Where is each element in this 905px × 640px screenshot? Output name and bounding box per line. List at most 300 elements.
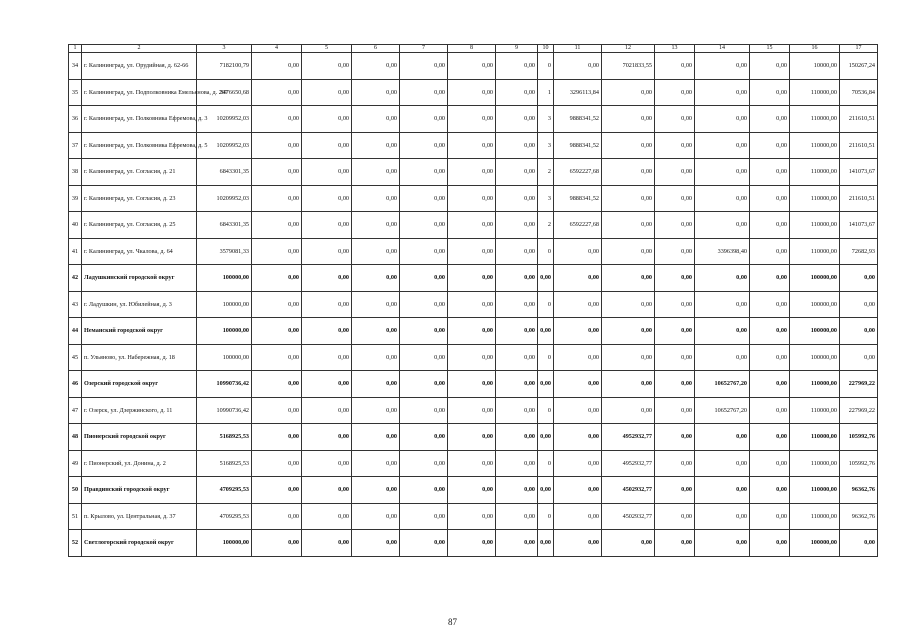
- value-cell: 0,00: [602, 318, 655, 345]
- value-cell: 0,00: [252, 53, 302, 80]
- value-cell: 227969,22: [840, 371, 878, 398]
- value-cell: 0,00: [302, 344, 352, 371]
- value-cell: 5168925,53: [197, 424, 252, 451]
- value-cell: 0,00: [602, 397, 655, 424]
- row-address: г. Калининград, ул. Подполковника Емельянова, д. 207: [82, 79, 197, 106]
- value-cell: 0,00: [448, 212, 496, 239]
- value-cell: 3396398,40: [695, 238, 750, 265]
- value-cell: 0,00: [252, 344, 302, 371]
- value-cell: 0,00: [448, 344, 496, 371]
- table-row: [69, 530, 878, 557]
- row-number: 39: [69, 185, 82, 212]
- value-cell: 0,00: [400, 503, 448, 530]
- value-cell: 10000,00: [790, 53, 840, 80]
- value-cell: 0,00: [352, 159, 400, 186]
- value-cell: 4709295,53: [197, 503, 252, 530]
- value-cell: 0,00: [695, 265, 750, 292]
- column-header: 6: [352, 45, 400, 53]
- value-cell: 0,00: [695, 424, 750, 451]
- value-cell: 0,00: [400, 450, 448, 477]
- column-header: 1: [69, 45, 82, 53]
- value-cell: 0,00: [252, 397, 302, 424]
- row-number: 49: [69, 450, 82, 477]
- value-cell: 0,00: [538, 477, 554, 504]
- row-address: г. Пионерский, ул. Донина, д. 2: [82, 450, 197, 477]
- row-address: Озерский городской округ: [82, 371, 197, 398]
- value-cell: 100000,00: [197, 530, 252, 557]
- value-cell: 0,00: [252, 185, 302, 212]
- column-header: 11: [554, 45, 602, 53]
- value-cell: 0,00: [655, 397, 695, 424]
- value-cell: 0,00: [840, 530, 878, 557]
- value-cell: 0,00: [352, 238, 400, 265]
- value-cell: 0,00: [538, 265, 554, 292]
- value-cell: 0,00: [400, 53, 448, 80]
- value-cell: 0: [538, 397, 554, 424]
- value-cell: 0,00: [695, 291, 750, 318]
- value-cell: 0,00: [302, 79, 352, 106]
- value-cell: 0,00: [448, 238, 496, 265]
- value-cell: 0,00: [496, 530, 538, 557]
- value-cell: 0,00: [840, 291, 878, 318]
- value-cell: 0,00: [655, 344, 695, 371]
- value-cell: 110000,00: [790, 159, 840, 186]
- row-address: Неманский городской округ: [82, 318, 197, 345]
- value-cell: 110000,00: [790, 106, 840, 133]
- value-cell: 0,00: [448, 106, 496, 133]
- value-cell: 0,00: [750, 397, 790, 424]
- row-address: Правдинский городской округ: [82, 477, 197, 504]
- value-cell: 0,00: [352, 265, 400, 292]
- value-cell: 4502932,77: [602, 503, 655, 530]
- value-cell: 0,00: [655, 53, 695, 80]
- value-cell: 110000,00: [790, 424, 840, 451]
- column-header: 8: [448, 45, 496, 53]
- value-cell: 0,00: [448, 503, 496, 530]
- row-number: 48: [69, 424, 82, 451]
- value-cell: 9888341,52: [554, 185, 602, 212]
- value-cell: 0,00: [554, 238, 602, 265]
- value-cell: 141073,67: [840, 212, 878, 239]
- value-cell: 0,00: [400, 344, 448, 371]
- row-number: 35: [69, 79, 82, 106]
- value-cell: 0,00: [302, 371, 352, 398]
- value-cell: 0,00: [554, 450, 602, 477]
- table-row: [69, 291, 878, 318]
- value-cell: 0,00: [496, 185, 538, 212]
- value-cell: 0,00: [400, 159, 448, 186]
- row-address: Светлогорский городской округ: [82, 530, 197, 557]
- value-cell: 0,00: [496, 79, 538, 106]
- value-cell: 0,00: [496, 291, 538, 318]
- value-cell: 0,00: [252, 291, 302, 318]
- value-cell: 0,00: [695, 159, 750, 186]
- value-cell: 0,00: [750, 212, 790, 239]
- row-number: 36: [69, 106, 82, 133]
- value-cell: 0,00: [302, 132, 352, 159]
- table-row: [69, 185, 878, 212]
- value-cell: 0: [538, 238, 554, 265]
- value-cell: 4952932,77: [602, 424, 655, 451]
- value-cell: 100000,00: [790, 265, 840, 292]
- value-cell: 0,00: [352, 132, 400, 159]
- value-cell: 110000,00: [790, 477, 840, 504]
- value-cell: 110000,00: [790, 503, 840, 530]
- column-header: 16: [790, 45, 840, 53]
- value-cell: 0,00: [400, 371, 448, 398]
- table-header-row: [69, 45, 878, 53]
- value-cell: 100000,00: [197, 291, 252, 318]
- row-address: г. Калининград, ул. Согласия, д. 25: [82, 212, 197, 239]
- row-address: Пионерский городской округ: [82, 424, 197, 451]
- row-address: г. Озерск, ул. Дзержинского, д. 11: [82, 397, 197, 424]
- value-cell: 0,00: [448, 477, 496, 504]
- table-row: [69, 238, 878, 265]
- column-header: 17: [840, 45, 878, 53]
- value-cell: 0,00: [448, 318, 496, 345]
- value-cell: 0,00: [538, 371, 554, 398]
- value-cell: 0,00: [302, 212, 352, 239]
- value-cell: 0,00: [448, 53, 496, 80]
- value-cell: 0,00: [655, 530, 695, 557]
- value-cell: 0,00: [655, 212, 695, 239]
- value-cell: 0,00: [496, 344, 538, 371]
- table-row: [69, 397, 878, 424]
- value-cell: 0,00: [352, 344, 400, 371]
- value-cell: 0,00: [750, 106, 790, 133]
- value-cell: 0,00: [695, 212, 750, 239]
- value-cell: 0,00: [352, 424, 400, 451]
- value-cell: 0,00: [695, 185, 750, 212]
- value-cell: 0,00: [352, 477, 400, 504]
- value-cell: 0,00: [655, 132, 695, 159]
- row-number: 45: [69, 344, 82, 371]
- column-header: 9: [496, 45, 538, 53]
- value-cell: 0,00: [750, 344, 790, 371]
- value-cell: 0,00: [655, 106, 695, 133]
- value-cell: 110000,00: [790, 212, 840, 239]
- value-cell: 0,00: [554, 530, 602, 557]
- value-cell: 0,00: [750, 530, 790, 557]
- row-address: г. Калининград, ул. Согласия, д. 23: [82, 185, 197, 212]
- value-cell: 0,00: [252, 212, 302, 239]
- value-cell: 7021833,55: [602, 53, 655, 80]
- row-number: 42: [69, 265, 82, 292]
- value-cell: 0,00: [602, 265, 655, 292]
- value-cell: 6592227,68: [554, 212, 602, 239]
- value-cell: 10209952,03: [197, 132, 252, 159]
- value-cell: 141073,67: [840, 159, 878, 186]
- value-cell: 0,00: [496, 503, 538, 530]
- value-cell: 0,00: [695, 530, 750, 557]
- row-number: 41: [69, 238, 82, 265]
- value-cell: 3579081,33: [197, 238, 252, 265]
- value-cell: 0,00: [554, 397, 602, 424]
- value-cell: 0,00: [400, 212, 448, 239]
- value-cell: 0: [538, 503, 554, 530]
- value-cell: 3: [538, 185, 554, 212]
- value-cell: 0,00: [352, 53, 400, 80]
- value-cell: 0,00: [602, 106, 655, 133]
- table-row: [69, 450, 878, 477]
- value-cell: 0,00: [602, 159, 655, 186]
- value-cell: 0,00: [302, 530, 352, 557]
- value-cell: 9888341,52: [554, 132, 602, 159]
- value-cell: 0,00: [252, 159, 302, 186]
- value-cell: 0,00: [302, 106, 352, 133]
- value-cell: 0,00: [695, 318, 750, 345]
- value-cell: 110000,00: [790, 238, 840, 265]
- value-cell: 0: [538, 53, 554, 80]
- value-cell: 0,00: [496, 318, 538, 345]
- value-cell: 4502932,77: [602, 477, 655, 504]
- value-cell: 0,00: [400, 185, 448, 212]
- value-cell: 110000,00: [790, 371, 840, 398]
- value-cell: 0,00: [602, 371, 655, 398]
- value-cell: 0,00: [695, 344, 750, 371]
- value-cell: 0,00: [252, 79, 302, 106]
- value-cell: 0,00: [695, 477, 750, 504]
- value-cell: 0,00: [448, 397, 496, 424]
- value-cell: 0,00: [750, 477, 790, 504]
- value-cell: 0,00: [352, 530, 400, 557]
- value-cell: 0,00: [554, 503, 602, 530]
- value-cell: 0,00: [302, 159, 352, 186]
- value-cell: 0,00: [400, 318, 448, 345]
- value-cell: 0,00: [352, 397, 400, 424]
- value-cell: 0,00: [302, 450, 352, 477]
- value-cell: 0,00: [400, 132, 448, 159]
- value-cell: 0,00: [302, 503, 352, 530]
- value-cell: 0,00: [750, 132, 790, 159]
- table-row: [69, 503, 878, 530]
- value-cell: 110000,00: [790, 397, 840, 424]
- value-cell: 0,00: [302, 424, 352, 451]
- value-cell: 0,00: [400, 238, 448, 265]
- value-cell: 0,00: [302, 185, 352, 212]
- column-header: 10: [538, 45, 554, 53]
- value-cell: 0,00: [496, 477, 538, 504]
- table-row: [69, 132, 878, 159]
- table-row: [69, 344, 878, 371]
- value-cell: 5168925,53: [197, 450, 252, 477]
- value-cell: 0,00: [352, 185, 400, 212]
- table-row: [69, 159, 878, 186]
- value-cell: 0,00: [655, 238, 695, 265]
- value-cell: 10990736,42: [197, 397, 252, 424]
- value-cell: 0,00: [352, 318, 400, 345]
- value-cell: 0,00: [554, 291, 602, 318]
- value-cell: 0,00: [252, 450, 302, 477]
- value-cell: 0,00: [538, 530, 554, 557]
- value-cell: 0,00: [655, 159, 695, 186]
- value-cell: 0,00: [352, 291, 400, 318]
- value-cell: 0,00: [252, 106, 302, 133]
- table-row: [69, 371, 878, 398]
- value-cell: 0,00: [448, 530, 496, 557]
- value-cell: 2: [538, 159, 554, 186]
- row-number: 51: [69, 503, 82, 530]
- value-cell: 0,00: [302, 291, 352, 318]
- column-header: 13: [655, 45, 695, 53]
- value-cell: 0,00: [400, 106, 448, 133]
- column-header: 5: [302, 45, 352, 53]
- value-cell: 4709295,53: [197, 477, 252, 504]
- value-cell: 0,00: [750, 503, 790, 530]
- value-cell: 0,00: [695, 503, 750, 530]
- value-cell: 227969,22: [840, 397, 878, 424]
- row-number: 52: [69, 530, 82, 557]
- value-cell: 0,00: [602, 212, 655, 239]
- row-number: 44: [69, 318, 82, 345]
- row-address: г. Калининград, ул. Согласия, д. 21: [82, 159, 197, 186]
- value-cell: 0,00: [352, 212, 400, 239]
- value-cell: 70536,84: [840, 79, 878, 106]
- value-cell: 10209952,03: [197, 106, 252, 133]
- value-cell: 0,00: [655, 185, 695, 212]
- table-row: [69, 53, 878, 80]
- value-cell: 0,00: [252, 238, 302, 265]
- value-cell: 0,00: [602, 344, 655, 371]
- value-cell: 1: [538, 79, 554, 106]
- row-address: г. Калининград, ул. Орудийная, д. 62-66: [82, 53, 197, 80]
- value-cell: 10990736,42: [197, 371, 252, 398]
- row-number: 37: [69, 132, 82, 159]
- value-cell: 0,00: [655, 291, 695, 318]
- value-cell: 0,00: [400, 424, 448, 451]
- value-cell: 0,00: [252, 477, 302, 504]
- value-cell: 0,00: [554, 424, 602, 451]
- row-number: 40: [69, 212, 82, 239]
- column-header: 2: [82, 45, 197, 53]
- row-address: Ладушкинский городской округ: [82, 265, 197, 292]
- value-cell: 0,00: [400, 291, 448, 318]
- row-address: г. Калининград, ул. Чкалова, д. 64: [82, 238, 197, 265]
- value-cell: 211610,51: [840, 132, 878, 159]
- value-cell: 4952932,77: [602, 450, 655, 477]
- value-cell: 0,00: [750, 238, 790, 265]
- value-cell: 3476650,68: [197, 79, 252, 106]
- column-header: 3: [197, 45, 252, 53]
- value-cell: 0,00: [448, 132, 496, 159]
- value-cell: 0,00: [448, 159, 496, 186]
- value-cell: 6843301,35: [197, 212, 252, 239]
- value-cell: 0,00: [496, 238, 538, 265]
- value-cell: 100000,00: [197, 318, 252, 345]
- value-cell: 0,00: [655, 79, 695, 106]
- value-cell: 0,00: [448, 424, 496, 451]
- value-cell: 0,00: [496, 371, 538, 398]
- value-cell: 0,00: [655, 503, 695, 530]
- value-cell: 0,00: [538, 318, 554, 345]
- value-cell: 0,00: [750, 371, 790, 398]
- row-number: 34: [69, 53, 82, 80]
- value-cell: 0,00: [400, 530, 448, 557]
- value-cell: 0,00: [352, 106, 400, 133]
- row-address: г. Ладушкин, ул. Юбилейная, д. 3: [82, 291, 197, 318]
- value-cell: 0,00: [252, 371, 302, 398]
- value-cell: 0,00: [252, 424, 302, 451]
- value-cell: 0,00: [750, 53, 790, 80]
- value-cell: 0: [538, 450, 554, 477]
- column-header: 12: [602, 45, 655, 53]
- value-cell: 7182100,79: [197, 53, 252, 80]
- value-cell: 0,00: [400, 265, 448, 292]
- value-cell: 0,00: [695, 106, 750, 133]
- value-cell: 0,00: [302, 238, 352, 265]
- value-cell: 10652767,20: [695, 371, 750, 398]
- value-cell: 3: [538, 106, 554, 133]
- value-cell: 0,00: [302, 53, 352, 80]
- value-cell: 100000,00: [197, 344, 252, 371]
- value-cell: 0,00: [448, 265, 496, 292]
- value-cell: 0,00: [750, 424, 790, 451]
- value-cell: 3: [538, 132, 554, 159]
- value-cell: 0,00: [655, 265, 695, 292]
- value-cell: 0,00: [655, 318, 695, 345]
- value-cell: 110000,00: [790, 132, 840, 159]
- value-cell: 6843301,35: [197, 159, 252, 186]
- value-cell: 105992,76: [840, 424, 878, 451]
- row-address: г. Калининград, ул. Полковника Ефремова, д. 3: [82, 106, 197, 133]
- value-cell: 0,00: [602, 185, 655, 212]
- value-cell: 0,00: [750, 291, 790, 318]
- column-header: 15: [750, 45, 790, 53]
- column-header: 14: [695, 45, 750, 53]
- value-cell: 0,00: [695, 450, 750, 477]
- value-cell: 0,00: [840, 318, 878, 345]
- value-cell: 211610,51: [840, 185, 878, 212]
- value-cell: 0,00: [302, 477, 352, 504]
- value-cell: 0,00: [252, 503, 302, 530]
- table-row: [69, 106, 878, 133]
- value-cell: 0,00: [695, 53, 750, 80]
- value-cell: 0,00: [496, 397, 538, 424]
- value-cell: 72682,93: [840, 238, 878, 265]
- value-cell: 0,00: [252, 132, 302, 159]
- value-cell: 0,00: [750, 265, 790, 292]
- value-cell: 0,00: [496, 53, 538, 80]
- value-cell: 0,00: [302, 318, 352, 345]
- value-cell: 0,00: [750, 159, 790, 186]
- value-cell: 0,00: [695, 132, 750, 159]
- value-cell: 0,00: [352, 450, 400, 477]
- value-cell: 0,00: [302, 397, 352, 424]
- value-cell: 0,00: [554, 53, 602, 80]
- value-cell: 0,00: [554, 318, 602, 345]
- value-cell: 0,00: [496, 424, 538, 451]
- value-cell: 0,00: [538, 424, 554, 451]
- row-number: 50: [69, 477, 82, 504]
- value-cell: 0,00: [496, 132, 538, 159]
- row-address: п. Крылово, ул. Центральная, д. 37: [82, 503, 197, 530]
- value-cell: 0,00: [352, 79, 400, 106]
- value-cell: 0,00: [448, 291, 496, 318]
- value-cell: 0,00: [554, 265, 602, 292]
- value-cell: 100000,00: [790, 318, 840, 345]
- value-cell: 0,00: [602, 79, 655, 106]
- value-cell: 96362,76: [840, 477, 878, 504]
- value-cell: 6592227,68: [554, 159, 602, 186]
- value-cell: 0,00: [496, 212, 538, 239]
- value-cell: 0,00: [750, 185, 790, 212]
- value-cell: 0,00: [302, 265, 352, 292]
- table-row: [69, 212, 878, 239]
- row-number: 46: [69, 371, 82, 398]
- value-cell: 0,00: [655, 450, 695, 477]
- value-cell: 211610,51: [840, 106, 878, 133]
- row-number: 43: [69, 291, 82, 318]
